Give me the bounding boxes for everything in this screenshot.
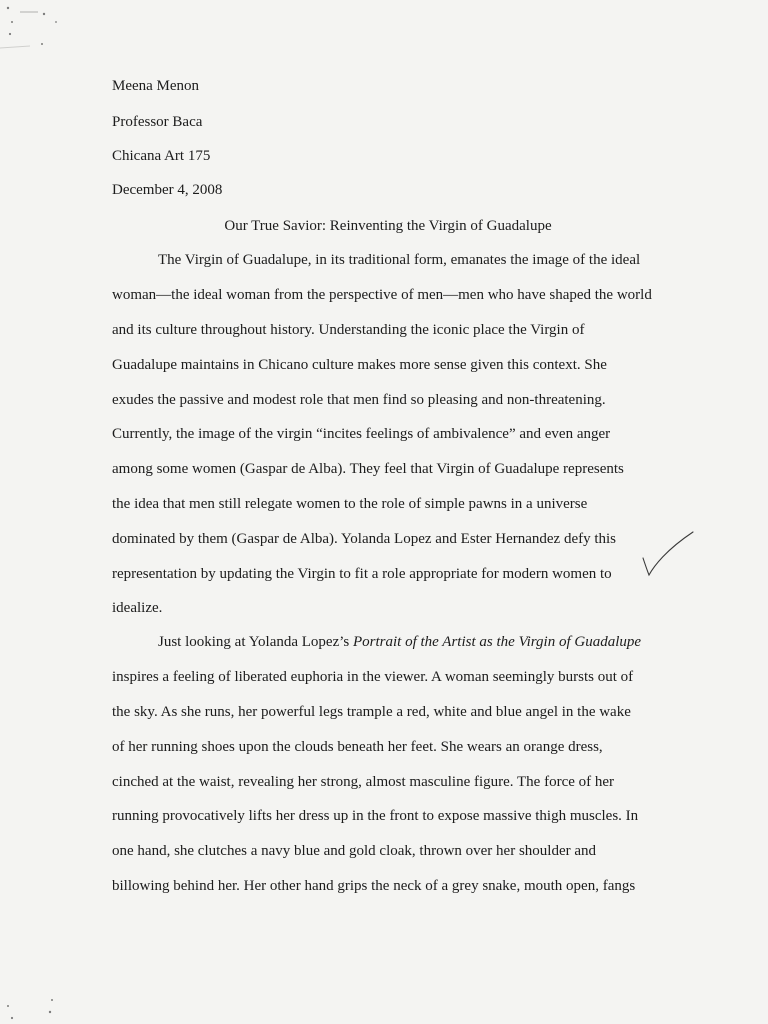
paragraph-1-line: dominated by them (Gaspar de Alba). Yolanda Lopez and Ester Hernandez defy this xyxy=(112,531,617,547)
paragraph-1-line: idealize. xyxy=(112,600,163,616)
essay-title: Our True Savior: Reinventing the Virgin of Guadalupe xyxy=(224,218,552,234)
paragraph-2-line: running provocatively lifts her dress up in the front to expose massive thigh muscles. In xyxy=(112,808,639,824)
paragraph-2-line: the sky. As she runs, her powerful legs trample a red, white and blue angel in the wake xyxy=(112,704,631,720)
author-name: Meena Menon xyxy=(112,78,200,94)
paragraph-2-line: cinched at the waist, revealing her strong, almost masculine figure. The force of her xyxy=(112,774,615,790)
paragraph-1-line: The Virgin of Guadalupe, in its traditional form, emanates the image of the ideal xyxy=(158,252,641,268)
paragraph-1-line: among some women (Gaspar de Alba). They feel that Virgin of Guadalupe represents xyxy=(112,461,624,477)
course-name: Chicana Art 175 xyxy=(112,148,211,164)
paragraph-1-line: representation by updating the Virgin to fit a role appropriate for modern women to xyxy=(112,566,612,582)
paragraph-1-line: Currently, the image of the virgin “incites feelings of ambivalence” and even anger xyxy=(112,426,611,442)
paragraph-1-line: and its culture throughout history. Understanding the iconic place the Virgin of xyxy=(112,322,585,338)
paragraph-1-line: Guadalupe maintains in Chicano culture makes more sense given this context. She xyxy=(112,357,607,373)
paragraph-2-line: inspires a feeling of liberated euphoria in the viewer. A woman seemingly bursts out of xyxy=(112,669,634,685)
paragraph-2-line: one hand, she clutches a navy blue and gold cloak, thrown over her shoulder and xyxy=(112,843,597,859)
paragraph-2-line: billowing behind her. Her other hand grips the neck of a grey snake, mouth open, fangs xyxy=(112,878,636,894)
paragraph-1-line: the idea that men still relegate women to the role of simple pawns in a universe xyxy=(112,496,588,512)
paragraph-2-first-line xyxy=(158,632,641,652)
professor-name: Professor Baca xyxy=(112,114,203,130)
paragraph-1-line: exudes the passive and modest role that men find so pleasing and non-threatening. xyxy=(112,392,606,408)
artwork-title: Portrait of the Artist as the Virgin of Guadalupe xyxy=(353,634,642,650)
paragraph-2-line: of her running shoes upon the clouds beneath her feet. She wears an orange dress, xyxy=(112,739,603,755)
essay-date: December 4, 2008 xyxy=(112,182,223,198)
handwritten-checkmark-icon xyxy=(640,528,696,580)
paragraph-1-line: woman—the ideal woman from the perspective of men—men who have shaped the world xyxy=(112,287,652,303)
paragraph-2-lead-text: Just looking at Yolanda Lopez’s xyxy=(158,634,353,650)
